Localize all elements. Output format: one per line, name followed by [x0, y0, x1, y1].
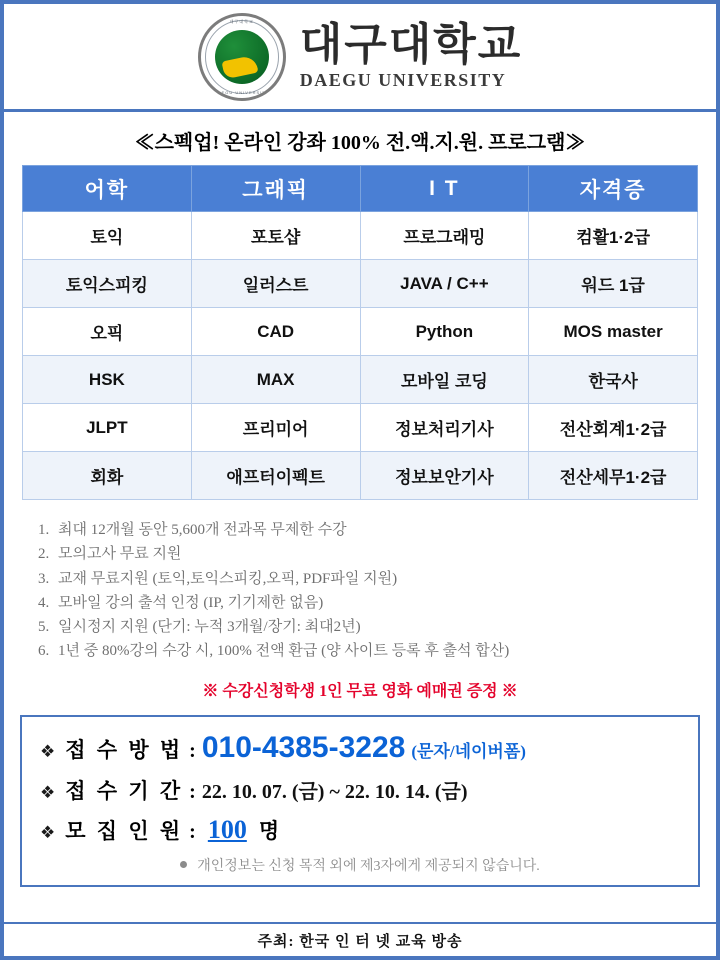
table-row: [23, 212, 698, 260]
table-row: [23, 308, 698, 356]
table-cell: 정보처리기사: [360, 404, 529, 452]
column-header-graphic: 그래픽: [191, 166, 360, 212]
headline-band: [4, 112, 716, 165]
table-cell: 모바일 코딩: [360, 356, 529, 404]
application-info-box: [20, 715, 700, 887]
privacy-note-row: [40, 855, 680, 875]
list-item-label: 1년 중 80%강의 수강 시, 100% 전액 환급 (양 사이트 등록 후 출석 합산): [58, 643, 510, 660]
table-cell: 토익스피킹: [23, 260, 192, 308]
apply-method-row: [40, 731, 680, 765]
table-row: [23, 452, 698, 500]
list-item-number: 1.: [38, 522, 50, 538]
table-cell: MAX: [191, 356, 360, 404]
list-item-number: 3.: [38, 570, 50, 587]
column-header-certificate: 자격증: [529, 166, 698, 212]
list-item-label: 모의고사 무료 지원: [58, 546, 182, 563]
list-item-label: 최대 12개월 동안 5,600개 전과목 무제한 수강: [58, 522, 347, 538]
apply-method-label: 접 수 방 법: [65, 737, 184, 762]
list-item: [38, 567, 694, 591]
table-cell: 토익: [23, 212, 192, 260]
list-item: [38, 639, 694, 663]
apply-quota-row: [40, 815, 680, 845]
table-cell: JLPT: [23, 404, 192, 452]
table-row: [23, 356, 698, 404]
seal-emblem-icon: [215, 30, 269, 84]
organizer-label: 주최: 한국 인 터 넷 교육 방송: [257, 933, 463, 950]
apply-period-label: 접 수 기 간: [65, 778, 184, 803]
course-table: [22, 165, 698, 500]
apply-quota-label: 모 집 인 원: [65, 818, 184, 843]
dot-bullet-icon: [180, 861, 187, 868]
column-header-language: 어학: [23, 166, 192, 212]
apply-quota-unit: 명: [258, 818, 280, 843]
list-item-number: 4.: [38, 594, 50, 611]
table-row: [23, 404, 698, 452]
table-cell: 전산회계1·2급: [529, 404, 698, 452]
list-item: [38, 591, 694, 615]
page-title: ≪스펙업! 온라인 강좌 100% 전.액.지.원. 프로그램≫: [134, 132, 586, 154]
list-item: [38, 542, 694, 566]
table-cell: 프리미어: [191, 404, 360, 452]
apply-period-row: [40, 775, 680, 805]
list-item-label: 일시정지 지원 (단기: 누적 3개월/장기: 최대2년): [58, 619, 361, 636]
apply-quota-count: 100: [207, 814, 247, 844]
brand-name-kr: 대구대학교: [299, 19, 523, 69]
column-header-it: I T: [360, 166, 529, 212]
table-cell: CAD: [191, 308, 360, 356]
poster-header: [4, 4, 716, 112]
university-seal-icon: [198, 13, 286, 101]
apply-phone-note: (문자/네이버폼): [411, 741, 526, 761]
list-item-number: 5.: [38, 619, 50, 636]
brand-wordmark: [299, 19, 523, 91]
list-item-number: 6.: [38, 643, 50, 660]
table-cell: HSK: [23, 356, 192, 404]
apply-quota-colon: :: [189, 820, 196, 843]
table-cell: 전산세무1·2급: [529, 452, 698, 500]
table-cell: 오픽: [23, 308, 192, 356]
table-cell: 회화: [23, 452, 192, 500]
table-cell: 정보보안기사: [360, 452, 529, 500]
apply-period-colon: :: [189, 780, 196, 803]
brand-name-en: DAEGU UNIVERSITY: [299, 70, 507, 91]
table-cell: 한국사: [529, 356, 698, 404]
privacy-note-label: 개인정보는 신청 목적 외에 제3자에게 제공되지 않습니다.: [197, 858, 540, 874]
diamond-bullet-icon: ❖: [40, 741, 56, 761]
table-cell: 애프터이펙트: [191, 452, 360, 500]
list-item-label: 교재 무료지원 (토익,토익스피킹,오픽, PDF파일 지원): [58, 570, 398, 587]
benefits-list: [4, 518, 716, 664]
table-cell: 프로그래밍: [360, 212, 529, 260]
diamond-bullet-icon: ❖: [40, 822, 56, 842]
course-table-wrap: [4, 165, 716, 500]
table-row: [23, 260, 698, 308]
list-item: [38, 615, 694, 639]
seal-bottom-text: DAEGU UNIVERSITY: [214, 89, 270, 95]
seal-top-text: 대구대학교: [229, 18, 254, 24]
apply-method-colon: :: [189, 739, 196, 762]
diamond-bullet-icon: ❖: [40, 782, 56, 802]
table-cell: 워드 1급: [529, 260, 698, 308]
poster-footer: [4, 922, 716, 956]
table-cell: 일러스트: [191, 260, 360, 308]
table-cell: 포토샵: [191, 212, 360, 260]
table-cell: Python: [360, 308, 529, 356]
table-cell: JAVA / C++: [360, 260, 529, 308]
list-item: [38, 518, 694, 542]
apply-phone-number[interactable]: 010-4385-3228: [201, 730, 406, 764]
table-cell: 컴활1·2급: [529, 212, 698, 260]
table-cell: MOS master: [529, 308, 698, 356]
promo-line: ※ 수강신청학생 1인 무료 영화 예매권 증정 ※: [202, 682, 518, 700]
list-item-label: 모바일 강의 출석 인정 (IP, 기기제한 없음): [58, 594, 324, 611]
table-header-row: [23, 166, 698, 212]
list-item-number: 2.: [38, 546, 50, 563]
apply-period-value: 22. 10. 07. (금) ~ 22. 10. 14. (금): [201, 780, 468, 803]
